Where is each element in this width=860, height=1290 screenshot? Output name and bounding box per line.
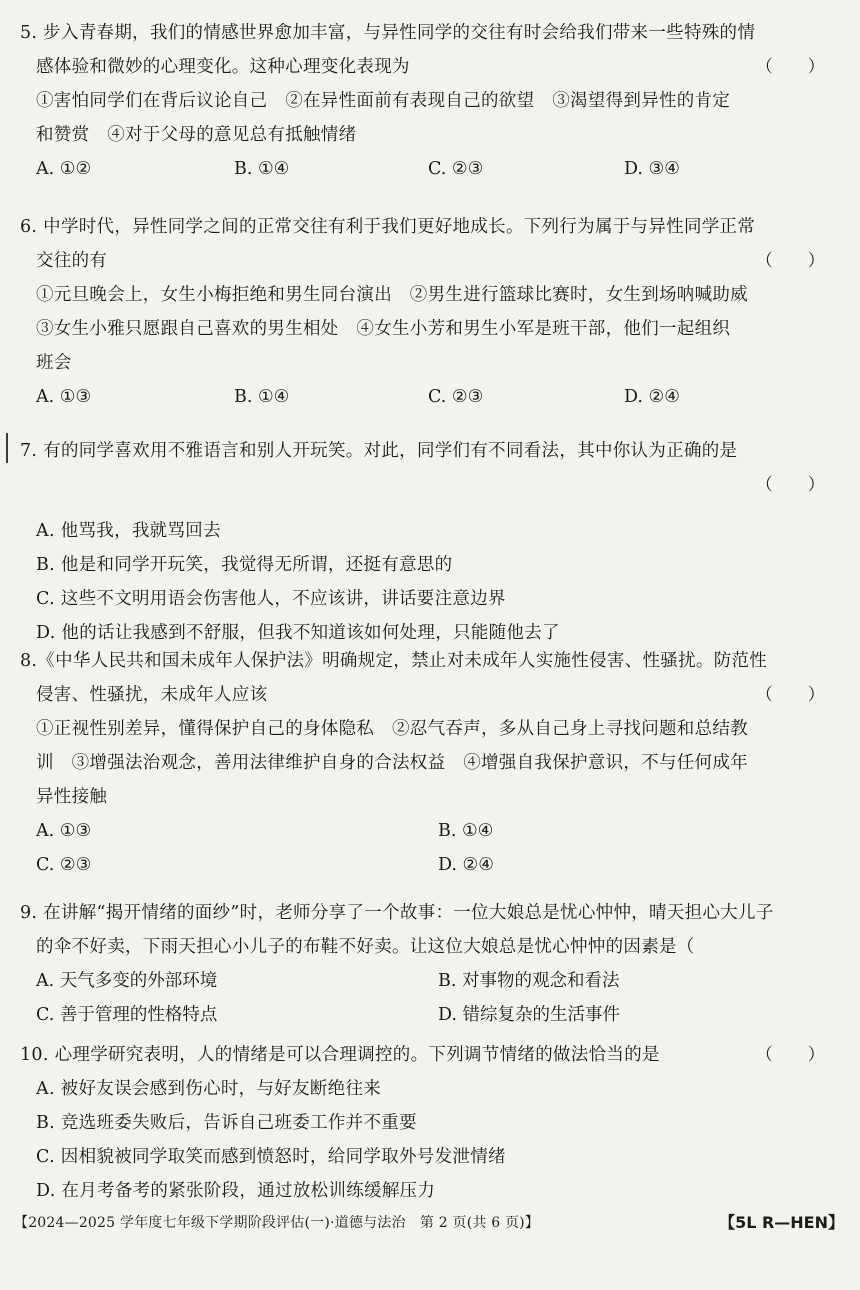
q10-option-d: D. 在月考备考的紧张阶段，通过放松训练缓解压力: [36, 1181, 436, 1201]
q10-option-b: B. 竞选班委失败后，告诉自己班委工作并不重要: [36, 1113, 417, 1133]
q9-option-c: C. 善于管理的性格特点: [36, 1005, 218, 1025]
q9-option-a: A. 天气多变的外部环境: [36, 971, 218, 991]
q8-answer-bracket: （ ）: [755, 685, 825, 705]
q8-option-a: A. ①③: [36, 821, 92, 841]
q8-items-line-3: 异性接触: [36, 787, 108, 807]
footer-exam-info: 【2024—2025 学年度七年级下学期阶段评估(一)·道德与法治 第 2 页(共 6 页)】: [14, 1215, 540, 1231]
q5-items-line-1: ①害怕同学们在背后议论自己 ②在异性面前有表现自己的欲望 ③渴望得到异性的肯定: [36, 91, 731, 111]
q6-option-d: D. ②④: [624, 387, 680, 407]
q10-stem-line-1: [20, 1038, 835, 1072]
q6-stem-line-1: 6. 中学时代，异性同学之间的正常交往有利于我们更好地成长。下列行为属于与异性同学正常: [20, 217, 756, 237]
question-9: [20, 896, 835, 1032]
question-7: [20, 434, 835, 650]
q6-items-line-3: 班会: [36, 353, 72, 373]
q5-answer-bracket: （ ）: [755, 57, 825, 77]
q8-option-d: D. ②④: [438, 855, 494, 875]
q10-stem-text: 10. 心理学研究表明，人的情绪是可以合理调控的。下列调节情绪的做法恰当的是: [20, 1045, 660, 1065]
margin-mark: [6, 433, 8, 463]
q5-stem-line-1: 5. 步入青春期，我们的情感世界愈加丰富，与异性同学的交往有时会给我们带来一些特殊的情: [20, 23, 756, 43]
q6-option-c: C. ②③: [428, 387, 484, 407]
q7-bracket-line: [20, 468, 835, 502]
q9-option-b: B. 对事物的观念和看法: [438, 971, 620, 991]
footer-code: 【5L R—HEN】: [719, 1213, 844, 1232]
q8-stem-line-1: 8.《中华人民共和国未成年人保护法》明确规定，禁止对未成年人实施性侵害、性骚扰。防范性: [20, 651, 768, 671]
q8-option-b: B. ①④: [438, 821, 494, 841]
q7-option-b: B. 他是和同学开玩笑，我觉得无所谓，还挺有意思的: [36, 555, 453, 575]
q7-stem-line-1: 7. 有的同学喜欢用不雅语言和别人开玩笑。对此，同学们有不同看法，其中你认为正确的是: [20, 441, 738, 461]
q8-items-line-1: ①正视性别差异，懂得保护自己的身体隐私 ②忍气吞声，多从自己身上寻找问题和总结教: [36, 719, 748, 739]
q9-options-row-2: [20, 998, 835, 1032]
q5-options: [20, 152, 835, 186]
q10-option-a: A. 被好友误会感到伤心时，与好友断绝往来: [36, 1079, 382, 1099]
q8-options-row-2: [20, 848, 835, 882]
q10-answer-bracket: （ ）: [755, 1045, 825, 1065]
q7-answer-bracket: （ ）: [755, 475, 825, 495]
q6-stem-line-2: [20, 244, 835, 278]
q5-option-c: C. ②③: [428, 159, 484, 179]
q8-stem-line-2: [20, 678, 835, 712]
question-6: [20, 210, 835, 414]
q5-option-a: A. ①②: [36, 159, 92, 179]
q6-option-a: A. ①③: [36, 387, 92, 407]
q10-option-c: C. 因相貌被同学取笑而感到愤怒时，给同学取外号发泄情绪: [36, 1147, 506, 1167]
q8-items-line-2: 训 ③增强法治观念，善用法律维护自身的合法权益 ④增强自我保护意识，不与任何成年: [36, 753, 748, 773]
question-5: [20, 16, 835, 186]
q9-options-row-1: [20, 964, 835, 998]
q8-option-c: C. ②③: [36, 855, 92, 875]
question-10: [20, 1038, 835, 1208]
q6-stem-text: 交往的有: [36, 251, 108, 271]
q6-option-b: B. ①④: [234, 387, 290, 407]
q5-option-d: D. ③④: [624, 159, 680, 179]
q5-stem-line-2: [20, 50, 835, 84]
q6-options: [20, 380, 835, 414]
q5-stem-text: 感体验和微妙的心理变化。这种心理变化表现为: [36, 57, 410, 77]
q6-answer-bracket: （ ）: [755, 251, 825, 271]
q8-options-row-1: [20, 814, 835, 848]
q6-items-line-1: ①元旦晚会上，女生小梅拒绝和男生同台演出 ②男生进行篮球比赛时，女生到场呐喊助威: [36, 285, 748, 305]
q8-stem-text: 侵害、性骚扰，未成年人应该: [36, 685, 268, 705]
q7-option-a: A. 他骂我，我就骂回去: [36, 521, 221, 541]
q5-items-line-2: 和赞赏 ④对于父母的意见总有抵触情绪: [36, 125, 357, 145]
q7-option-c: C. 这些不文明用语会伤害他人，不应该讲，讲话要注意边界: [36, 589, 506, 609]
q9-option-d: D. 错综复杂的生活事件: [438, 1005, 621, 1025]
q9-stem-line-1: 9. 在讲解“揭开情绪的面纱”时，老师分享了一个故事：一位大娘总是忧心忡忡，晴天担心大儿子: [20, 903, 774, 923]
q6-items-line-2: ③女生小雅只愿跟自己喜欢的男生相处 ④女生小芳和男生小军是班干部，他们一起组织: [36, 319, 731, 339]
page-footer: [14, 1206, 844, 1240]
q7-option-d: D. 他的话让我感到不舒服，但我不知道该如何处理，只能随他去了: [36, 623, 560, 643]
question-8: [20, 644, 835, 882]
q5-option-b: B. ①④: [234, 159, 290, 179]
q9-stem-line-2: 的伞不好卖，下雨天担心小儿子的布鞋不好卖。让这位大娘总是忧心忡忡的因素是（: [36, 937, 695, 957]
